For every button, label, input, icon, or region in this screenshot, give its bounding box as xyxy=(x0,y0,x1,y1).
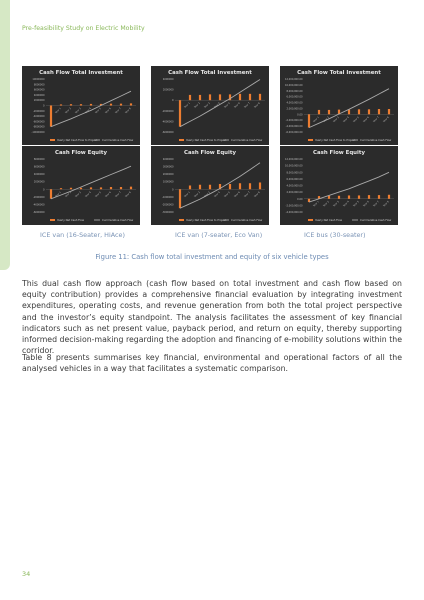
y-tick-label: 6,000,000.00 xyxy=(286,95,303,99)
x-tick-label: Year 2 xyxy=(322,115,330,124)
x-tick-label: Year 7 xyxy=(372,200,380,208)
bar-yearly-net-cash-flow xyxy=(199,185,201,190)
x-tick-label: Year 3 xyxy=(203,101,211,109)
y-tick-label: -6000000 xyxy=(161,131,174,134)
chart-title: Cash Flow Equity xyxy=(184,150,236,156)
legend-label-line: Cummulative Cash Flow xyxy=(102,138,134,142)
x-tick-label: Year 3 xyxy=(74,190,82,198)
bar-yearly-net-cash-flow xyxy=(249,183,251,189)
vehicle-label-eco-van: ICE van (7-seater, Eco Van) xyxy=(175,231,263,239)
x-tick-label: Year 3 xyxy=(74,107,82,115)
y-tick-label: -10000000 xyxy=(31,131,45,134)
bar-yearly-net-cash-flow xyxy=(338,196,340,199)
x-tick-label: Year 2 xyxy=(193,190,201,198)
bar-yearly-net-cash-flow xyxy=(368,195,370,199)
x-tick-label: Year 2 xyxy=(64,190,72,198)
bar-yearly-net-cash-flow xyxy=(368,109,370,114)
bar-yearly-net-cash-flow xyxy=(80,104,82,105)
legend-label-line: Cummulative Cash Flow xyxy=(360,218,392,222)
y-tick-label: 4000000 xyxy=(162,158,174,161)
bar-yearly-net-cash-flow xyxy=(199,95,201,100)
x-tick-label: Year 5 xyxy=(352,200,360,208)
vehicle-label-hiace: ICE van (16-Seater, HiAce) xyxy=(40,231,125,239)
bar-yearly-net-cash-flow xyxy=(189,95,191,100)
legend-swatch-bar xyxy=(308,139,313,141)
y-tick-label: -6000000 xyxy=(32,211,45,214)
chart-panel-4 xyxy=(22,146,140,225)
x-tick-label: Year 4 xyxy=(342,200,350,208)
x-tick-label: Year 5 xyxy=(94,107,102,115)
x-tick-label: Year 3 xyxy=(332,115,340,124)
bar-yearly-net-cash-flow xyxy=(179,100,181,127)
bar-yearly-net-cash-flow xyxy=(358,195,360,198)
y-tick-label: -2000000 xyxy=(161,109,174,113)
bar-yearly-net-cash-flow xyxy=(239,183,241,189)
x-tick-label: Year 6 xyxy=(362,200,370,208)
y-tick-label: 8000000 xyxy=(33,158,45,161)
y-tick-label: 8,000,000.00 xyxy=(286,89,303,93)
bar-yearly-net-cash-flow xyxy=(110,104,112,106)
x-tick-label: Year 1 xyxy=(183,101,191,109)
y-tick-label: 4000000 xyxy=(33,93,45,97)
legend-swatch-bar xyxy=(179,139,184,141)
y-tick-label: -2000000 xyxy=(32,109,45,113)
side-accent-bar xyxy=(0,0,10,270)
x-tick-label: Year 1 xyxy=(312,200,320,208)
x-tick-label: Year 1 xyxy=(183,190,191,198)
legend-label-line: Cummulative Cash Flow xyxy=(102,218,134,222)
chart-title: Cash Flow Equity xyxy=(55,150,107,156)
y-tick-label: 4,000,000.00 xyxy=(286,184,303,188)
chart-title: Cash Flow Equity xyxy=(313,150,365,156)
y-tick-label: 0 xyxy=(171,188,174,192)
bar-yearly-net-cash-flow xyxy=(60,104,62,105)
x-tick-label: Year 4 xyxy=(342,115,350,124)
x-tick-label: Year 3 xyxy=(332,200,340,208)
bar-yearly-net-cash-flow xyxy=(189,186,191,190)
y-tick-label: -4,000,000.00 xyxy=(285,125,303,129)
bar-yearly-net-cash-flow xyxy=(378,109,380,114)
y-tick-label: 8000000 xyxy=(33,83,45,87)
y-tick-label: -2000000 xyxy=(32,195,45,199)
y-tick-label: 1000000 xyxy=(162,180,174,184)
x-tick-label: Year 6 xyxy=(233,190,241,198)
x-tick-label: Year 2 xyxy=(193,101,201,109)
legend-label-line: Cummulative Cash Flow xyxy=(231,138,263,142)
y-tick-label: -6000000 xyxy=(32,120,45,124)
bar-yearly-net-cash-flow xyxy=(209,185,211,190)
bar-yearly-net-cash-flow xyxy=(388,195,390,199)
legend-label-bar: Yearly Net Cash Flow to Project xyxy=(186,218,227,222)
y-tick-label: 0 xyxy=(42,188,45,192)
bar-yearly-net-cash-flow xyxy=(70,104,72,105)
y-tick-label: 10000000 xyxy=(32,78,45,81)
y-tick-label: -2,000,000.00 xyxy=(285,204,303,208)
legend-label-bar: Yearly Net Cash Flow to Project xyxy=(315,138,356,142)
legend-label-line: Cummulative Cash Flow xyxy=(231,218,263,222)
legend-swatch-bar xyxy=(179,219,184,221)
x-tick-label: Year 8 xyxy=(124,107,132,115)
x-tick-label: Year 4 xyxy=(84,107,92,115)
y-tick-label: -4000000 xyxy=(161,120,174,124)
bar-yearly-net-cash-flow xyxy=(179,189,181,208)
y-tick-label: 6000000 xyxy=(33,165,45,169)
bar-yearly-net-cash-flow xyxy=(80,188,82,190)
x-tick-label: Year 3 xyxy=(203,190,211,198)
bar-yearly-net-cash-flow xyxy=(249,94,251,100)
x-tick-label: Year 6 xyxy=(104,190,112,198)
y-tick-label: -2,000,000.00 xyxy=(285,119,303,123)
bar-yearly-net-cash-flow xyxy=(229,184,231,189)
chart-panel-2 xyxy=(151,66,269,145)
y-tick-label: -4000000 xyxy=(32,115,45,119)
x-tick-label: Year 8 xyxy=(382,115,390,124)
y-tick-label: 4000000 xyxy=(33,173,45,177)
x-tick-label: Year 2 xyxy=(322,200,330,208)
legend-swatch-bar xyxy=(308,219,313,221)
x-tick-label: Year 5 xyxy=(223,101,231,109)
y-tick-label: 6,000,000.00 xyxy=(286,177,303,181)
legend-label-bar: Yearly Net Cash Flow xyxy=(315,218,343,222)
x-tick-label: Year 7 xyxy=(114,190,122,198)
x-tick-label: Year 6 xyxy=(362,115,370,124)
x-tick-label: Year 1 xyxy=(312,115,320,124)
y-tick-label: 2,000,000.00 xyxy=(286,107,303,111)
x-tick-label: Year 4 xyxy=(84,190,92,198)
y-tick-label: -4000000 xyxy=(32,203,45,207)
y-tick-label: 2000000 xyxy=(162,88,174,92)
bar-yearly-net-cash-flow xyxy=(130,103,132,105)
bar-yearly-net-cash-flow xyxy=(358,109,360,114)
x-tick-label: Year 4 xyxy=(213,101,221,109)
chart-panel-5 xyxy=(151,146,269,225)
y-tick-label: -2000000 xyxy=(161,203,174,207)
y-tick-label: 2000000 xyxy=(162,173,174,177)
x-tick-label: Year 7 xyxy=(243,101,251,109)
bar-yearly-net-cash-flow xyxy=(70,188,72,190)
y-tick-label: 4000000 xyxy=(162,78,174,81)
x-tick-label: Year 8 xyxy=(253,101,261,109)
page-number: 34 xyxy=(22,570,31,578)
bar-yearly-net-cash-flow xyxy=(348,195,350,198)
legend-label-line: Cummulative Cash Flow xyxy=(360,138,392,142)
y-tick-label: 2,000,000.00 xyxy=(286,191,303,195)
y-tick-label: 3000000 xyxy=(162,165,174,169)
chart-panel-1 xyxy=(22,66,140,145)
bar-yearly-net-cash-flow xyxy=(259,182,261,189)
y-tick-label: 6000000 xyxy=(33,88,45,92)
vehicle-label-bus: ICE bus (30-seater) xyxy=(304,231,366,239)
chart-panel-3 xyxy=(280,66,398,145)
y-tick-label: 10,000,000.00 xyxy=(285,83,303,87)
x-tick-label: Year 8 xyxy=(124,190,132,198)
body-paragraph-2: Table 8 presents summarises key financial, environmental and operational factors of all the analysed vehicles in a way that facilitates a systematic comparison. xyxy=(22,353,402,374)
x-tick-label: Year 1 xyxy=(54,190,62,198)
y-tick-label: 12,000,000.00 xyxy=(285,78,303,81)
bar-yearly-net-cash-flow xyxy=(219,94,221,100)
bar-yearly-net-cash-flow xyxy=(378,195,380,199)
x-tick-label: Year 4 xyxy=(213,190,221,198)
x-tick-label: Year 8 xyxy=(253,190,261,198)
x-tick-label: Year 5 xyxy=(352,115,360,124)
y-tick-label: 4,000,000.00 xyxy=(286,101,303,105)
y-tick-label: -4,000,000.00 xyxy=(285,211,303,214)
chart-title: Cash Flow Total Investment xyxy=(297,70,381,76)
bar-yearly-net-cash-flow xyxy=(90,104,92,106)
legend-label-bar: Yearly Net Cash Flow to Project xyxy=(186,138,227,142)
legend-label-bar: Yearly Net Cash Flow xyxy=(57,218,85,222)
chart-panel-6 xyxy=(280,146,398,225)
y-tick-label: -6,000,000.00 xyxy=(285,131,303,134)
chart-title: Cash Flow Total Investment xyxy=(39,70,123,76)
y-tick-label: -8000000 xyxy=(32,125,45,129)
legend-label-bar: Yearly Net Cash Flow to Project xyxy=(57,138,98,142)
x-tick-label: Year 6 xyxy=(104,107,112,115)
bar-yearly-net-cash-flow xyxy=(50,189,52,198)
bar-yearly-net-cash-flow xyxy=(239,94,241,100)
bar-yearly-net-cash-flow xyxy=(388,109,390,114)
bar-yearly-net-cash-flow xyxy=(60,188,62,189)
x-tick-label: Year 7 xyxy=(243,190,251,198)
x-tick-label: Year 7 xyxy=(372,115,380,124)
bar-yearly-net-cash-flow xyxy=(50,106,52,127)
y-tick-label: -3000000 xyxy=(161,211,174,214)
y-tick-label: -1000000 xyxy=(161,195,174,199)
bar-yearly-net-cash-flow xyxy=(130,187,132,190)
x-tick-label: Year 1 xyxy=(54,107,62,115)
x-tick-label: Year 7 xyxy=(114,107,122,115)
y-tick-label: 0.00 xyxy=(297,197,303,201)
legend-swatch-bar xyxy=(50,139,55,141)
bar-yearly-net-cash-flow xyxy=(209,94,211,100)
bar-yearly-net-cash-flow xyxy=(328,110,330,114)
bar-yearly-net-cash-flow xyxy=(100,187,102,189)
y-tick-label: 0 xyxy=(42,104,45,108)
bar-yearly-net-cash-flow xyxy=(308,114,310,127)
figure-caption: Figure 11: Cash flow total investment and equity of six vehicle types xyxy=(95,253,329,261)
bar-yearly-net-cash-flow xyxy=(328,196,330,199)
y-tick-label: 0.00 xyxy=(297,113,303,117)
y-tick-label: 12,000,000.00 xyxy=(285,158,303,161)
bar-yearly-net-cash-flow xyxy=(348,110,350,115)
bar-yearly-net-cash-flow xyxy=(120,104,122,106)
body-paragraph-1: This dual cash flow approach (cash flow based on total investment and cash flow based on equity contribution) provides a comprehensive financial evaluation by integrating investment expenditures, operating costs, and revenue generation from both the total project perspective and the investor’s equity standpoint. The analysis facilitates the assessment of key financial indicators such as net present value, payback period, and return on equity, thereby supporting informed decision-making regarding the adoption and financing of e-mobility solutions within the corridor. xyxy=(22,279,402,356)
y-tick-label: 2000000 xyxy=(33,180,45,184)
bar-yearly-net-cash-flow xyxy=(90,187,92,189)
chart-title: Cash Flow Total Investment xyxy=(168,70,252,76)
x-tick-label: Year 2 xyxy=(64,107,72,115)
y-tick-label: 10,000,000.00 xyxy=(285,164,303,168)
x-tick-label: Year 5 xyxy=(223,190,231,198)
x-tick-label: Year 8 xyxy=(382,200,390,208)
bar-yearly-net-cash-flow xyxy=(259,94,261,100)
y-tick-label: 0 xyxy=(171,99,174,103)
bar-yearly-net-cash-flow xyxy=(110,187,112,189)
legend-swatch-bar xyxy=(50,219,55,221)
bar-yearly-net-cash-flow xyxy=(318,110,320,114)
bar-yearly-net-cash-flow xyxy=(120,187,122,189)
y-tick-label: 8,000,000.00 xyxy=(286,171,303,175)
running-header: Pre-feasibility Study on Electric Mobility xyxy=(22,25,145,32)
y-tick-label: 2000000 xyxy=(33,99,45,103)
x-tick-label: Year 6 xyxy=(233,101,241,109)
x-tick-label: Year 5 xyxy=(94,190,102,198)
